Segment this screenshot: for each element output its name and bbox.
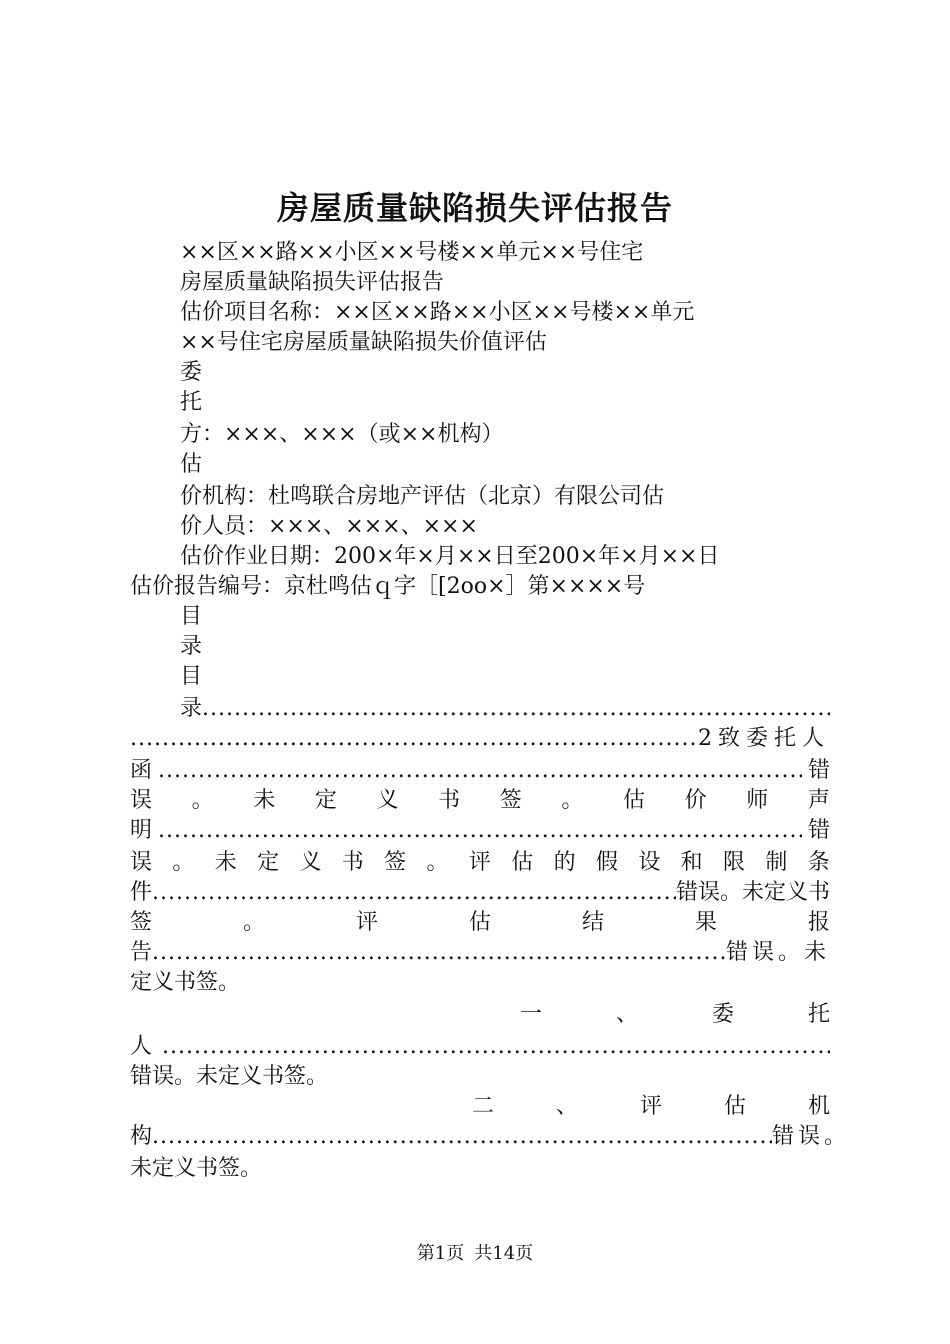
toc-entry-tail: 未定义书签。 — [130, 1156, 263, 1181]
toc-char: 义 — [376, 788, 399, 813]
toc-label-3: 目 — [180, 664, 203, 689]
leader-dots — [162, 1032, 830, 1062]
toc-char: 书 — [341, 850, 364, 875]
toc-char: 结 — [581, 910, 604, 935]
toc-char: 。 — [242, 910, 265, 935]
toc-char: 托 — [807, 1002, 830, 1027]
project-name-cont: ××号住宅房屋质量缺陷损失价值评估 — [180, 330, 547, 355]
toc-entry-start: 函 — [130, 758, 153, 783]
toc-char: 签 — [384, 850, 407, 875]
toc-char: 签 — [499, 788, 522, 813]
toc-char: 和 — [680, 850, 703, 875]
toc-char: 。 — [172, 850, 195, 875]
toc-char: 。 — [426, 850, 449, 875]
appraisers-line: 价人员：×××、×××、××× — [180, 514, 478, 539]
project-name-line: 估价项目名称：××区××路××小区××号楼××单元 — [180, 300, 695, 325]
toc-heading-char: 录 — [180, 696, 203, 721]
toc-char: 假 — [595, 850, 618, 875]
toc-char: 定 — [257, 850, 280, 875]
toc-char: 估 — [723, 1094, 746, 1119]
toc-entry-leader — [130, 938, 830, 968]
client-label-2: 托 — [180, 390, 203, 415]
toc-entry-leader — [130, 724, 830, 754]
toc-char: 。 — [191, 788, 214, 813]
toc-char: 制 — [765, 850, 788, 875]
leader-dots — [130, 724, 698, 754]
toc-entry-end: 错误。 — [771, 1124, 850, 1149]
toc-char: 评 — [639, 1094, 662, 1119]
toc-char: 。 — [561, 788, 584, 813]
work-date-line: 估价作业日期：200×年×月××日至200×年×月××日 — [180, 544, 720, 569]
toc-entry-start: 构 — [130, 1124, 153, 1149]
toc-char: 、 — [615, 1002, 638, 1027]
page-total: 共14页 — [474, 1243, 534, 1264]
client-line: 方：×××、×××（或××机构） — [180, 422, 504, 447]
toc-entry-start: 明 — [130, 818, 153, 843]
toc-char: 评 — [468, 850, 491, 875]
toc-entry-end: 错误。未 — [725, 940, 830, 965]
toc-char: 师 — [746, 788, 769, 813]
toc-char: 估 — [468, 910, 491, 935]
toc-justified-line — [130, 908, 830, 938]
leader-dots — [202, 694, 830, 724]
toc-entry-title: 致委托人 — [717, 726, 830, 751]
toc-char: 机 — [807, 1094, 830, 1119]
toc-justified-line — [130, 848, 830, 878]
page-number: 第1页 — [416, 1243, 465, 1264]
toc-entry-end: 错 — [807, 758, 830, 783]
toc-entry-leader — [130, 756, 830, 786]
toc-entry-tail: 定义书签。 — [130, 970, 241, 995]
toc-char: 委 — [711, 1002, 734, 1027]
toc-char: 果 — [694, 910, 717, 935]
leader-dots — [152, 1122, 772, 1152]
toc-page-number: 2 — [697, 726, 712, 751]
toc-entry-leader — [130, 1122, 850, 1152]
toc-char: 未 — [253, 788, 276, 813]
toc-section-heading — [472, 1092, 830, 1122]
toc-char: 估 — [511, 850, 534, 875]
toc-entry-start: 告 — [130, 940, 153, 965]
leader-dots — [158, 756, 802, 786]
toc-char: 报 — [807, 910, 830, 935]
toc-section-heading — [520, 1000, 830, 1030]
toc-char: 义 — [299, 850, 322, 875]
toc-char: 价 — [684, 788, 707, 813]
toc-char: 一 — [520, 1002, 543, 1027]
client-label-1: 委 — [180, 360, 203, 385]
toc-char: 误 — [130, 850, 153, 875]
toc-char: 声 — [807, 788, 830, 813]
toc-entry-start: 人 — [130, 1034, 153, 1059]
toc-label-1: 目 — [180, 604, 203, 629]
toc-char: 未 — [214, 850, 237, 875]
toc-entry-leader — [130, 1032, 830, 1062]
report-number-line: 估价报告编号：京杜鸣估ｑ字［[2oo×］第××××号 — [130, 574, 646, 599]
toc-entry-leader — [130, 878, 830, 908]
toc-char: 的 — [553, 850, 576, 875]
appraiser-label: 估 — [180, 452, 203, 477]
toc-char: 估 — [623, 788, 646, 813]
toc-char: 条 — [807, 850, 830, 875]
toc-char: 书 — [438, 788, 461, 813]
toc-heading-leader — [180, 694, 830, 724]
toc-char: 设 — [638, 850, 661, 875]
toc-entry-start: 件 — [130, 880, 153, 905]
leader-dots — [158, 816, 802, 846]
leader-dots — [152, 938, 726, 968]
toc-char: 限 — [723, 850, 746, 875]
address-line: ××区××路××小区××号楼××单元××号住宅 — [180, 240, 644, 265]
document-title: 房屋质量缺陷损失评估报告 — [276, 189, 673, 227]
toc-label-2: 录 — [180, 634, 203, 659]
toc-char: 二 — [472, 1094, 495, 1119]
toc-char: 、 — [555, 1094, 578, 1119]
report-subtitle: 房屋质量缺陷损失评估报告 — [180, 270, 445, 295]
toc-char: 定 — [314, 788, 337, 813]
leader-dots — [152, 878, 676, 908]
toc-justified-line — [130, 786, 830, 816]
toc-char: 误 — [130, 788, 153, 813]
toc-entry-end: 错误。未定义书 — [675, 880, 830, 905]
toc-char: 评 — [355, 910, 378, 935]
toc-entry-end: 错 — [807, 818, 830, 843]
toc-entry-tail: 错误。未定义书签。 — [130, 1064, 329, 1089]
toc-entry-leader — [130, 816, 830, 846]
appraisal-agency-line: 价机构：杜鸣联合房地产评估（北京）有限公司估 — [180, 484, 665, 509]
page-footer — [0, 1242, 950, 1266]
toc-char: 签 — [130, 910, 153, 935]
